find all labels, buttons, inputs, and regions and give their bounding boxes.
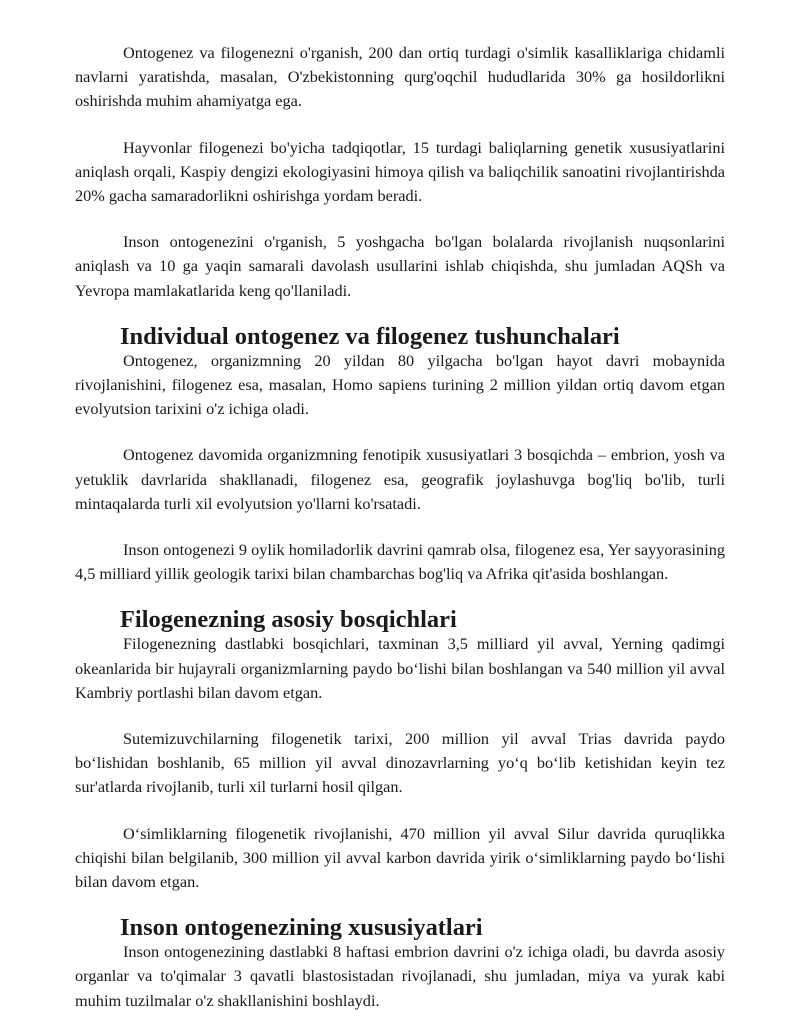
paragraph: O‘simliklarning filogenetik rivojlanishi, 470 million yil avval Silur davrida quruqlikka chiqishi bilan belgilanib, 300 million yil avval karbon davrida yirik o‘simliklarning paydo bo‘lishi bilan davom etgan.: [75, 823, 725, 892]
section-heading: Inson ontogenezining xususiyatlari: [120, 914, 483, 942]
paragraph: Inson ontogenezi 9 oylik homiladorlik davrini qamrab olsa, filogenez esa, Yer sayyorasining 4,5 milliard yillik geologik tarixi bilan chambarchas bog'liq va Afrika qit'asida boshlangan.: [75, 540, 725, 584]
section-heading: Individual ontogenez va filogenez tushunchalari: [120, 322, 620, 350]
paragraph: Inson ontogenezini o'rganish, 5 yoshgacha bo'lgan bolalarda rivojlanish nuqsonlarini aniqlash va 10 ga yaqin samarali davolash usullarini ishlab chiqishda, shu jumladan AQSh va Yevropa mamlakatlarida keng qo'llaniladi.: [75, 232, 725, 300]
paragraph: Inson ontogenezining dastlabki 8 haftasi embrion davrini o'z ichiga oladi, bu davrda asosiy organlar va to'qimalar 3 qavatli blastosistadan rivojlanadi, shu jumladan, miya va yurak kabi muhim tuzilmalar o'z shakllanishini boshlaydi.: [75, 942, 725, 1010]
section-heading: Filogenezning asosiy bosqichlari: [120, 606, 457, 634]
paragraph: Sutemizuvchilarning filogenetik tarixi, 200 million yil avval Trias davrida paydo bo‘lishidan boshlanib, 65 million yil avval dinozavrlarning yo‘q bo‘lib ketishidan keyin tez sur'atlarda rivojlanib, turli xil turlarni hosil qilgan.: [75, 729, 725, 797]
paragraph: Hayvonlar filogenezi bo'yicha tadqiqotlar, 15 turdagi baliqlarning genetik xususiyatlarini aniqlash orqali, Kaspiy dengizi ekologiyasini himoya qilish va baliqchilik sanoatini rivojlantirishda 20% gacha samaradorlikni oshirishga yordam beradi.: [75, 137, 725, 206]
paragraph: Filogenezning dastlabki bosqichlari, taxminan 3,5 milliard yil avval, Yerning qadimgi okeanlarida bir hujayrali organizmlarning paydo bo‘lishi bilan boshlangan va 540 million yil avval Kambriy portlashi bilan davom etgan.: [75, 634, 725, 702]
paragraph: Ontogenez va filogenezni o'rganish, 200 dan ortiq turdagi o'simlik kasalliklariga chidamli navlarni yaratishda, masalan, O'zbekistonning qurg'oqchil hududlarida 30% ga hosildorlikni oshirishda muhim ahamiyatga ega.: [75, 43, 725, 111]
paragraph: Ontogenez davomida organizmning fenotipik xususiyatlari 3 bosqichda – embrion, yosh va yetuklik davrlarida shakllanadi, filogenez esa, geografik joylashuvga bog'liq bo'lib, turli mintaqalarda turli xil evolyutsion yo'llarni ko'rsatadi.: [75, 445, 725, 513]
paragraph: Ontogenez, organizmning 20 yildan 80 yilgacha bo'lgan hayot davri mobaynida rivojlanishini, filogenez esa, masalan, Homo sapiens turining 2 million yildan ortiq davom etgan evolyutsion tarixini o'z ichiga oladi.: [75, 350, 725, 419]
